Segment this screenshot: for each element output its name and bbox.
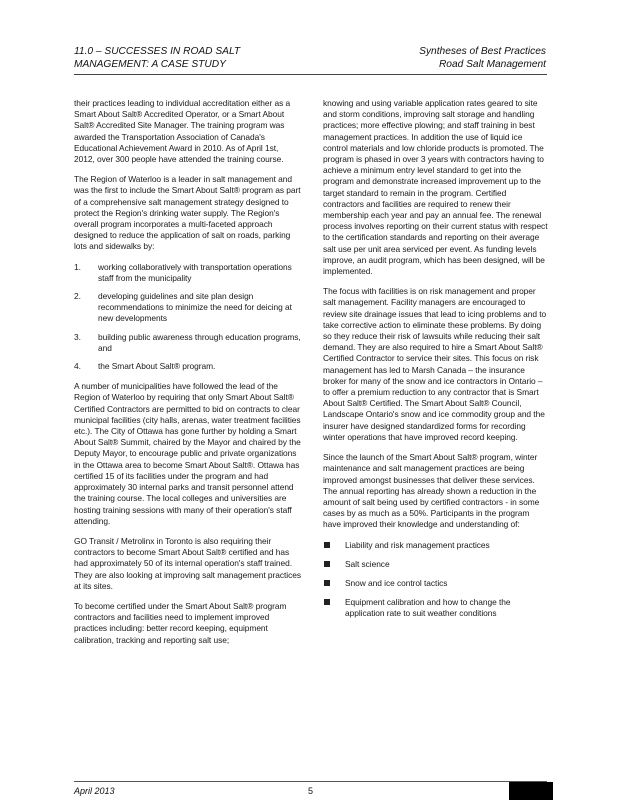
list-item <box>74 262 301 284</box>
header-document-title: Syntheses of Best Practices <box>419 46 546 57</box>
running-header-left <box>74 46 240 71</box>
list-item <box>74 361 301 372</box>
list-item <box>323 597 549 619</box>
footer-black-tab <box>509 782 553 800</box>
header-document-subtitle: Road Salt Management <box>438 58 546 70</box>
list-item <box>74 291 301 325</box>
list-item-text: Equipment calibration and how to change the application rate to suit weather conditions <box>345 597 511 619</box>
paragraph: GO Transit / Metrolinx in Toronto is also requiring their contractors to become Smart About Salt® certified and has had approximately 50 of its internal operation's staff trained. They are also looking at improving salt management practices at its sites. <box>74 535 301 591</box>
paragraph: A number of municipalities have followed the lead of the Region of Waterloo by requiring that only Smart About Salt® Certified Contractors are permitted to bid on contracts to clear municipal facilities (city halls, arenas, water treatment facilities etc.). The City of Ottawa has gone further by holding a Smart About Salt® Summit, chaired by the Mayor and chaired by the Deputy Mayor, to encourage public and private organizations in the Ottawa area to become Smart About Salt®. Ottawa has certified 15 of its facilities under the program and had approximately 30 internal parks and transit personnel attend the training course. The local colleges and universities are hosting training sessions with many of their operation's staff attending. <box>74 381 301 526</box>
paragraph: their practices leading to individual accreditation either as a Smart About Salt® Accredited Operator, or a Smart About Salt® Accredited Site Manager. The training program was awarded the Transportation Association of Canada's Educational Achievement Award in 2010. As of April 1st, 2012, over 300 people have attended the training course. <box>74 98 291 165</box>
square-bullet-icon <box>324 599 330 605</box>
running-header-right <box>419 46 546 71</box>
list-item <box>74 332 301 354</box>
list-item <box>323 540 549 551</box>
list-number: 2. <box>74 291 81 302</box>
footer-divider <box>74 781 547 782</box>
bullet-list <box>323 540 549 620</box>
right-column <box>323 98 549 628</box>
paragraph: knowing and using variable application rates geared to site and storm conditions, improving salt storage and handling practices; more effective plowing; and staff training in best management practices. In addition the use of liquid ice control materials and low chloride products is promoted. The program is phased in over 3 years with contractors having to achieve a minimum entry level standard to get into the program and demonstrate increased improvement up to the target standard to remain in the program. Certified contractors and facilities are required to renew their membership each year and pay an annual fee. The renewal process involves reporting on their current status with respect to the certification standards and reporting on their average salt use per unit area serviced per event. As funding levels improve, an audit program, which has been designed, will be implemented. <box>323 98 548 277</box>
list-item-text: working collaboratively with transportation operations staff from the municipality <box>98 261 292 283</box>
list-item-text: the Smart About Salt® program. <box>98 361 216 372</box>
paragraph: The Region of Waterloo is a leader in salt management and was the first to include the Smart About Salt® program as part of a comprehensive salt management strategy designed to protect the Region's drinking water supply. The Region's overall program incorporates a multi-faceted approach designed to reduce the application of salt on roads, parking lots and sidewalks by: <box>74 174 301 252</box>
footer-date: April 2013 <box>74 786 115 796</box>
paragraph: The focus with facilities is on risk management and proper salt management. Facility managers are encouraged to review site drainage issues that lead to icing problems and to take corrective action to eliminate these problems. By doing so they reduce their risk of lawsuits while reducing their salt demand. They are also required to hire a Smart About Salt® Certified Contractor to service their sites. This focus on risk management has led to Marsh Canada – the insurance broker for many of the snow and ice contractors in Ontario – to offer a premium reduction to any contractor that is Smart About Salt® Certified. The Smart About Salt® Council, Landscape Ontario's snow and ice commodity group and the insurer have designed standardized forms for recording winter operations that have improved record keeping. <box>323 286 547 442</box>
header-divider <box>74 74 547 75</box>
header-section-title: 11.0 – SUCCESSES IN ROAD SALT <box>74 46 241 57</box>
list-number: 3. <box>74 331 81 342</box>
list-item-text: building public awareness through education programs, and <box>98 331 301 353</box>
square-bullet-icon <box>324 542 330 548</box>
list-number: 1. <box>74 261 81 272</box>
header-section-subtitle: MANAGEMENT: A CASE STUDY <box>74 58 226 70</box>
list-item <box>323 559 549 570</box>
paragraph: Since the launch of the Smart About Salt® program, winter maintenance and salt management practices are being improved amongst businesses that deliver these services. The annual reporting has already shown a reduction in the amount of salt being used by certified contractors - in some cases by as much as a 50%. Participants in the program have improved their knowledge and understanding of: <box>323 452 540 530</box>
list-number: 4. <box>74 361 81 372</box>
list-item-text: Salt science <box>345 558 390 569</box>
list-item-text: developing guidelines and site plan design recommendations to minimize the need for deicing at new developments <box>98 291 292 324</box>
list-item-text: Liability and risk management practices <box>345 539 490 550</box>
numbered-list <box>74 262 301 373</box>
left-column <box>74 98 301 655</box>
paragraph: To become certified under the Smart About Salt® program contractors and facilities need to implement improved practices including: better record keeping, equipment calibration, tracking and reporting salt use; <box>74 600 287 645</box>
square-bullet-icon <box>324 580 330 586</box>
list-item-text: Snow and ice control tactics <box>345 577 448 588</box>
page-number: 5 <box>308 786 314 796</box>
list-item <box>323 578 549 589</box>
square-bullet-icon <box>324 561 330 567</box>
